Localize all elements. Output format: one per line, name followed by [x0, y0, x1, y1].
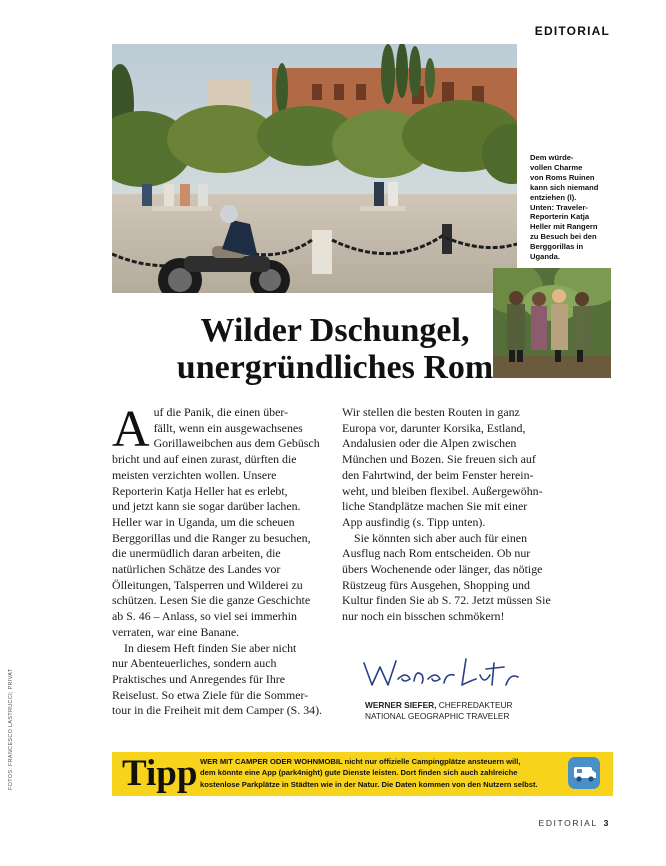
paragraph-3: Wir stellen die besten Routen in ganz Europa vor, darunter Korsika, Estland, Andalusien oder die Alpen zwischen München und Bozen. Sie freuen sich auf den Fahrtwind, der beim Fenster herein- weht, und bleiben flexibel. Außergewöhn- liche Standplätze machen Sie mit einer App ausfindig (s. Tipp unten).: [342, 405, 543, 529]
author-name: WERNER SIEFER,: [365, 700, 437, 710]
footer-section: EDITORIAL: [538, 818, 598, 828]
author-name-role: [365, 700, 513, 711]
page-footer: [539, 818, 610, 828]
photo-credit: FOTOS: FRANCESCO LASTRUCCI; PRIVAT: [8, 668, 14, 790]
photo-caption: Dem würde- vollen Charme von Roms Ruinen kann sich niemand entziehen (l). Unten: Traveler- Reporterin Katja Heller mit Rangern zu Besuch bei den Berggorillas in Uganda.: [530, 153, 599, 262]
paragraph-2: In diesem Heft finden Sie aber nicht nur Abenteuerliches, sondern auch Praktisches und Anregendes für Ihre Reiselust. So etwa Ziele für die Sommer- tour in die Freiheit mit dem Camper (S. 34).: [112, 640, 323, 718]
author-role: CHEFREDAKTEUR: [436, 700, 513, 710]
handwritten-signature: [358, 645, 528, 697]
tip-label: Tipp: [122, 753, 198, 794]
article-title: [100, 312, 570, 386]
tip-box: [112, 752, 613, 796]
paragraph-1-text: uf die Panik, die einen über- fällt, wenn ein ausgewachsenes Gorillaweibchen aus dem Gebüsch bricht und auf einen zurast, dürften die meisten verzichten wollen. Unsere Reporterin Katja Heller hat es erlebt, und jetzt kann sie sogar darüber lachen. Heller war in Uganda, um die scheuen Berggorillas und die Ranger zu besuchen, die unermüdlich daran arbeiten, die natürlichen Schätze des Landes vor Ölleitungen, Talsperren und Wilderei zu schützen. Lesen Sie die ganze Geschichte ab S. 46 – Anlass, so viel sei immerhin verraten, war eine Banane.: [112, 405, 320, 639]
author-byline: [365, 700, 513, 722]
rome-ruins-photo: [112, 44, 517, 293]
article-column-1: [112, 401, 326, 719]
author-publication: NATIONAL GEOGRAPHIC TRAVELER: [365, 711, 510, 721]
title-line-1: Wilder Dschungel,: [200, 312, 470, 349]
paragraph-4: Sie könnten sich aber auch für einen Ausflug nach Rom entscheiden. Ob nur übers Wochenende oder länger, das nötige Rüstzeug fürs Ausgehen, Shopping und Kultur finden Sie ab S. 72. Jetzt müssen Sie nur noch ein bisschen schmökern!: [342, 530, 551, 624]
tip-text: WER MIT CAMPER ODER WOHNMOBIL nicht nur offizielle Campingplätze ansteuern will, dem könnte eine App (park4night) gute Dienste leisten. Dort finden sich auch zahlreiche kostenlose Parkplätze in Städten wie in der Natur. Die Daten kommen von den Nutzern selbst.: [200, 757, 538, 789]
page-number: 3: [603, 818, 610, 828]
title-line-2: unergründliches Rom: [176, 349, 494, 386]
article-column-2: [342, 405, 556, 625]
paragraph-1: [112, 401, 326, 641]
camper-van-app-icon[interactable]: [568, 757, 600, 789]
section-label: EDITORIAL: [534, 24, 610, 38]
drop-cap: A: [112, 401, 150, 458]
